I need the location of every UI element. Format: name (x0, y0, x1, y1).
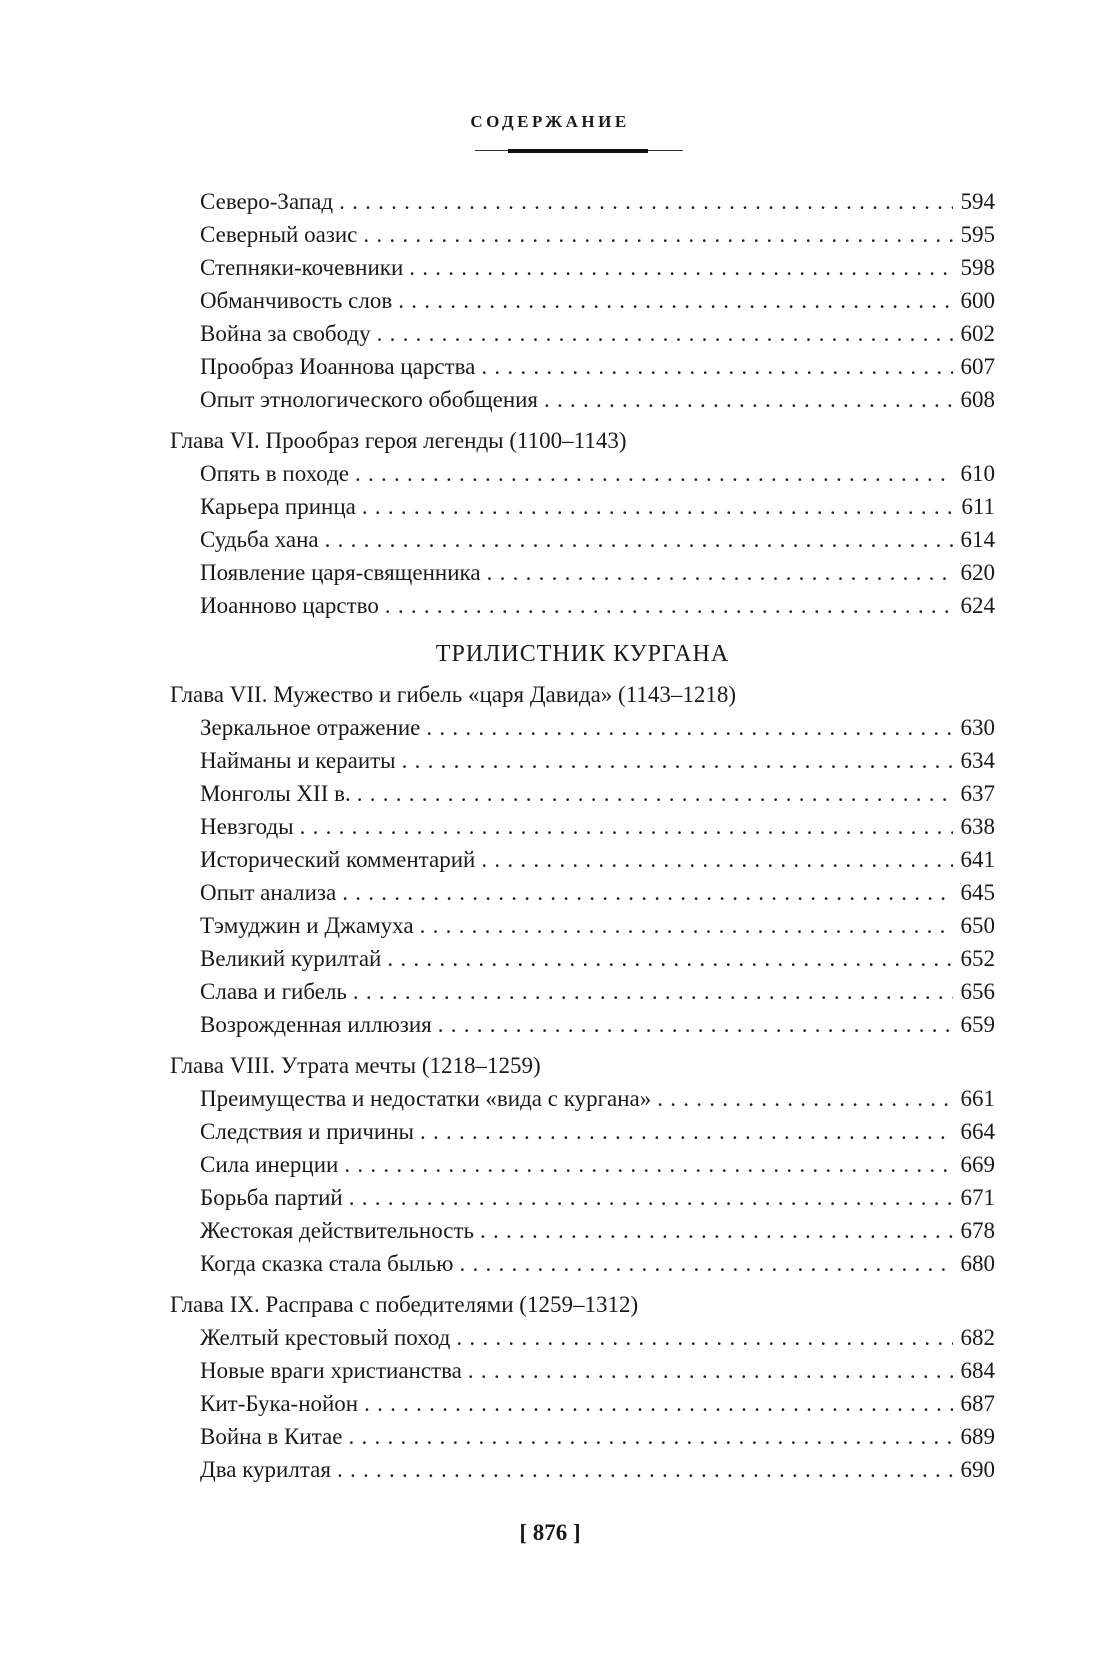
toc-entry-page: 624 (960, 593, 995, 618)
toc-entry[interactable] (170, 1354, 995, 1387)
toc-entry-title: Слава и гибель (200, 979, 347, 1004)
toc-entry-title: Новые враги христианства (200, 1358, 462, 1383)
dot-leader (487, 556, 953, 589)
toc-entry-title: Судьба хана (200, 527, 319, 552)
toc-entry-page: 608 (960, 387, 995, 412)
dot-leader (362, 490, 953, 523)
dot-leader (363, 218, 952, 251)
toc-entry-page: 678 (960, 1218, 995, 1243)
toc-entry-title: Опять в походе (200, 461, 350, 486)
toc-entry[interactable] (170, 284, 995, 317)
dot-leader (481, 843, 952, 876)
toc-entry-title: Война в Китае (200, 1424, 343, 1449)
toc-entry-title: Сила инерции (200, 1152, 339, 1177)
chapter-6-title[interactable]: Глава VI. Прообраз героя легенды (1100–1143) (170, 428, 627, 453)
dot-leader (468, 1354, 953, 1387)
toc-entry-page: 637 (960, 781, 995, 806)
head-rule-accent (508, 149, 648, 153)
toc-entry[interactable] (170, 1082, 995, 1115)
toc-entry-page: 656 (960, 979, 995, 1004)
dot-leader (348, 1420, 952, 1453)
dot-leader (456, 1321, 952, 1354)
toc-entry-page: 690 (960, 1457, 995, 1482)
dot-leader (657, 1082, 952, 1115)
toc-entry[interactable] (170, 251, 995, 284)
toc-entry-page: 594 (960, 189, 995, 214)
dot-leader (420, 909, 953, 942)
toc-entry-page: 645 (960, 880, 995, 905)
toc-entry-title: Преимущества и недостатки «вида с кургана» (200, 1086, 652, 1111)
toc-entry-title: Монголы XII в. (200, 781, 351, 806)
toc-entry-page: 650 (960, 913, 995, 938)
chapter-9-title[interactable]: Глава IX. Расправа с победителями (1259–1312) (170, 1292, 639, 1317)
toc-entry-page: 610 (960, 461, 995, 486)
dot-leader (398, 284, 952, 317)
toc-entry-title: Найманы и кераиты (200, 748, 396, 773)
dot-leader (544, 383, 952, 416)
toc-entry-page: 687 (960, 1391, 995, 1416)
toc-entry[interactable] (170, 350, 995, 383)
dot-leader (342, 876, 952, 909)
toc-entry-page: 680 (960, 1251, 995, 1276)
dot-leader (355, 457, 952, 490)
toc-entry[interactable] (170, 777, 995, 810)
toc-entry-page: 600 (960, 288, 995, 313)
toc-group-continued (170, 185, 995, 416)
toc-entry-page: 689 (960, 1424, 995, 1449)
toc-entry-page: 614 (960, 527, 995, 552)
dot-leader (325, 523, 953, 556)
toc-entry-title: Возрожденная иллюзия (200, 1012, 432, 1037)
toc-entry[interactable] (170, 909, 995, 942)
toc-entry-title: Северный оазис (200, 222, 358, 247)
toc-entry-page: 634 (960, 748, 995, 773)
toc-entry-title: Появление царя-священника (200, 560, 481, 585)
toc-entry-title: Иоанново царство (200, 593, 379, 618)
toc-entry-title: Кит-Бука-нойон (200, 1391, 359, 1416)
toc-entry-title: Исторический комментарий (200, 847, 476, 872)
toc-entry[interactable] (170, 843, 995, 876)
toc-entry-page: 641 (960, 847, 995, 872)
toc-entry-title: Следствия и причины (200, 1119, 414, 1144)
dot-leader (387, 942, 952, 975)
toc-entry[interactable] (170, 523, 995, 556)
toc-entry-page: 671 (960, 1185, 995, 1210)
dot-leader (353, 975, 953, 1008)
toc-entry-page: 602 (960, 321, 995, 346)
toc-entry-title: Карьера принца (200, 494, 356, 519)
dot-leader (349, 1181, 953, 1214)
toc-entry-page: 630 (960, 715, 995, 740)
dot-leader (344, 1148, 952, 1181)
toc-entry[interactable] (170, 1420, 995, 1453)
chapter-7-entries (170, 711, 995, 1041)
dot-leader (481, 350, 952, 383)
toc-entry[interactable] (170, 1008, 995, 1041)
toc-entry-title: Борьба партий (200, 1185, 343, 1210)
toc-entry-title: Два курилтая (200, 1457, 331, 1482)
toc-entry[interactable] (170, 1115, 995, 1148)
toc-entry[interactable] (170, 383, 995, 416)
page-number: [ 876 ] (519, 1520, 581, 1545)
toc-entry-title: Опыт этнологического обобщения (200, 387, 539, 412)
toc-entry-title: Зеркальное отражение (200, 715, 421, 740)
toc-entry[interactable] (170, 1321, 995, 1354)
dot-leader (480, 1214, 952, 1247)
toc-entry-page: 607 (960, 354, 995, 379)
table-of-contents (170, 185, 995, 1486)
toc-entry[interactable] (170, 490, 995, 523)
chapter-7-title[interactable]: Глава VII. Мужество и гибель «царя Давида» (1143–1218) (170, 682, 737, 707)
toc-entry[interactable] (170, 589, 995, 622)
dot-leader (426, 711, 952, 744)
toc-entry-page: 659 (960, 1012, 995, 1037)
toc-entry[interactable] (170, 185, 995, 218)
toc-entry-title: Жестокая действительность (200, 1218, 475, 1243)
toc-entry-page: 611 (961, 494, 995, 519)
toc-entry-title: Обманчивость слов (200, 288, 393, 313)
toc-entry[interactable] (170, 1148, 995, 1181)
toc-entry[interactable] (170, 975, 995, 1008)
dot-leader (357, 777, 953, 810)
dot-leader (300, 810, 953, 843)
dot-leader (409, 251, 952, 284)
toc-entry[interactable] (170, 1181, 995, 1214)
toc-entry-title: Война за свободу (200, 321, 371, 346)
toc-entry[interactable] (170, 1247, 995, 1280)
toc-entry-title: Великий курилтай (200, 946, 382, 971)
dot-leader (420, 1115, 953, 1148)
chapter-8-entries (170, 1082, 995, 1280)
toc-entry-title: Опыт анализа (200, 880, 337, 905)
toc-entry[interactable] (170, 744, 995, 777)
toc-entry[interactable] (170, 711, 995, 744)
toc-entry-title: Когда сказка стала былью (200, 1251, 454, 1276)
toc-entry[interactable] (170, 1453, 995, 1486)
chapter-6-entries (170, 457, 995, 622)
toc-entry-page: 682 (960, 1325, 995, 1350)
toc-entry[interactable] (170, 317, 995, 350)
dot-leader (402, 744, 953, 777)
dot-leader (385, 589, 953, 622)
toc-entry[interactable] (170, 556, 995, 589)
toc-entry-page: 661 (960, 1086, 995, 1111)
dot-leader (337, 1453, 953, 1486)
toc-entry-title: Тэмуджин и Джамуха (200, 913, 414, 938)
chapter-9-entries (170, 1321, 995, 1486)
dot-leader (377, 317, 953, 350)
toc-entry-page: 684 (960, 1358, 995, 1383)
toc-entry[interactable] (170, 457, 995, 490)
toc-entry-page: 595 (960, 222, 995, 247)
toc-entry-title: Прообраз Иоаннова царства (200, 354, 476, 379)
toc-entry[interactable] (170, 218, 995, 251)
toc-entry-title: Степняки-кочевники (200, 255, 404, 280)
dot-leader (459, 1247, 952, 1280)
toc-entry[interactable] (170, 1387, 995, 1420)
toc-entry-title: Желтый крестовый поход (200, 1325, 451, 1350)
toc-entry-page: 652 (960, 946, 995, 971)
running-head: СОДЕРЖАНИЕ (470, 112, 630, 131)
toc-entry-page: 620 (960, 560, 995, 585)
toc-entry[interactable] (170, 810, 995, 843)
dot-leader (339, 185, 952, 218)
toc-entry-page: 638 (960, 814, 995, 839)
toc-entry-page: 664 (960, 1119, 995, 1144)
dot-leader (364, 1387, 952, 1420)
toc-entry[interactable] (170, 942, 995, 975)
toc-entry-page: 598 (960, 255, 995, 280)
toc-entry-title: Северо-Запад (200, 189, 334, 214)
toc-entry-page: 669 (960, 1152, 995, 1177)
part-title[interactable]: ТРИЛИСТНИК КУРГАНА (435, 641, 730, 667)
dot-leader (438, 1008, 953, 1041)
toc-entry[interactable] (170, 876, 995, 909)
toc-entry-title: Невзгоды (200, 814, 294, 839)
chapter-8-title[interactable]: Глава VIII. Утрата мечты (1218–1259) (170, 1053, 541, 1078)
toc-entry[interactable] (170, 1214, 995, 1247)
